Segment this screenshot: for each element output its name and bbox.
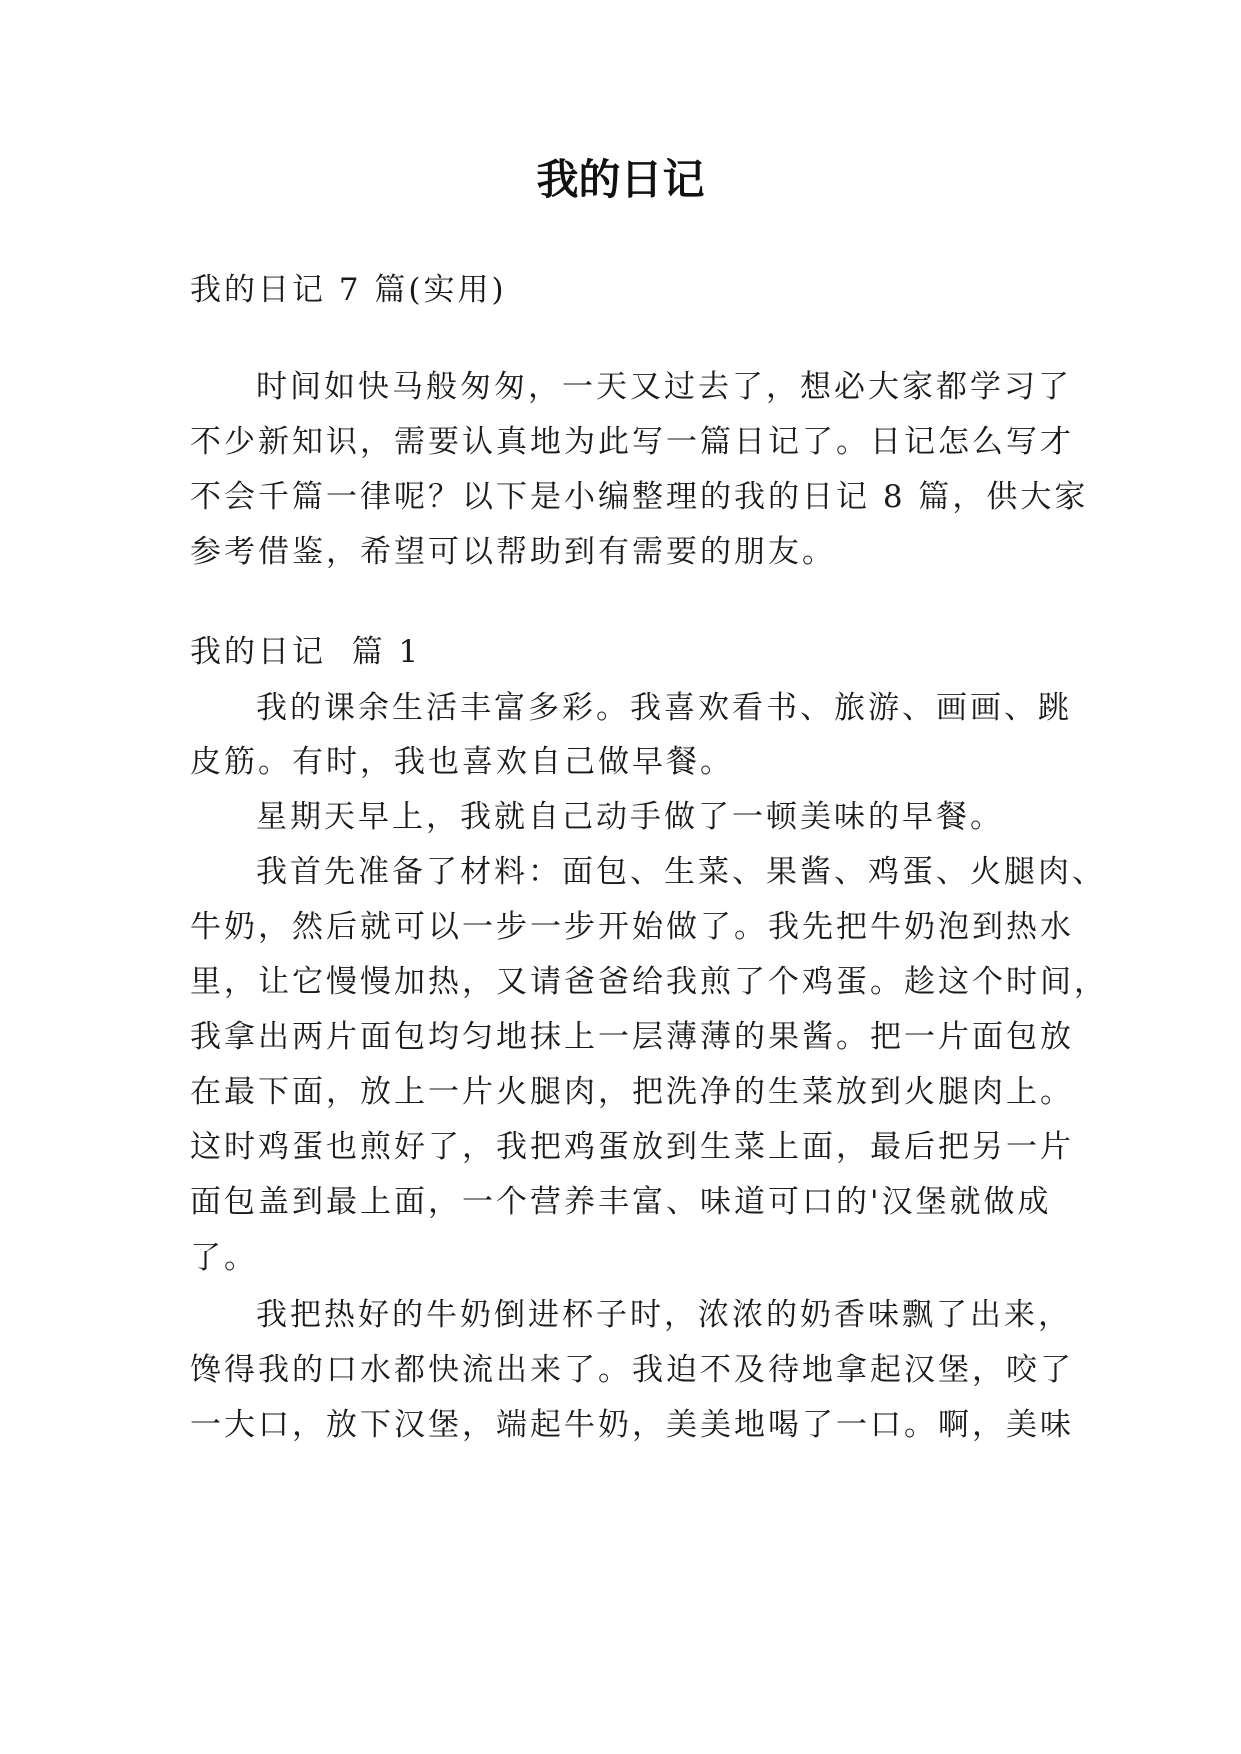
intro-line: 参考借鉴，希望可以帮助到有需要的朋友。	[190, 534, 836, 570]
body-line: 一大口，放下汉堡，端起牛奶，美美地喝了一口。啊，美味	[190, 1407, 1074, 1443]
body-line: 牛奶，然后就可以一步一步开始做了。我先把牛奶泡到热水	[190, 909, 1074, 945]
body-line: 我把热好的牛奶倒进杯子时，浓浓的奶香味飘了出来，	[256, 1297, 1072, 1333]
body-line: 这时鸡蛋也煎好了，我把鸡蛋放到生菜上面，最后把另一片	[190, 1129, 1074, 1165]
intro-line: 不会千篇一律呢？以下是小编整理的我的日记 8 篇，供大家	[190, 479, 1089, 515]
body-line: 馋得我的口水都快流出来了。我迫不及待地拿起汉堡，咬了	[190, 1352, 1074, 1388]
body-line: 星期天早上，我就自己动手做了一顿美味的早餐。	[256, 799, 1004, 835]
page-title: 我的日记	[536, 155, 705, 204]
body-line: 我的课余生活丰富多彩。我喜欢看书、旅游、画画、跳	[256, 690, 1072, 726]
body-line: 面包盖到最上面，一个营养丰富、味道可口的'汉堡就做成	[190, 1184, 1052, 1220]
body-line: 我拿出两片面包均匀地抹上一层薄薄的果酱。把一片面包放	[190, 1019, 1074, 1055]
body-line: 皮筋。有时，我也喜欢自己做早餐。	[190, 744, 734, 780]
document-subtitle: 我的日记 7 篇(实用)	[190, 272, 507, 308]
intro-line: 不少新知识，需要认真地为此写一篇日记了。日记怎么写才	[190, 424, 1074, 460]
body-line: 了。	[190, 1240, 258, 1276]
body-line: 里，让它慢慢加热，又请爸爸给我煎了个鸡蛋。趁这个时间，	[190, 964, 1108, 1000]
intro-line: 时间如快马般匆匆，一天又过去了，想必大家都学习了	[256, 369, 1072, 405]
section-heading: 我的日记 篇 1	[190, 634, 422, 670]
body-line: 在最下面，放上一片火腿肉，把洗净的生菜放到火腿肉上。	[190, 1074, 1074, 1110]
body-line: 我首先准备了材料：面包、生菜、果酱、鸡蛋、火腿肉、	[256, 854, 1106, 890]
